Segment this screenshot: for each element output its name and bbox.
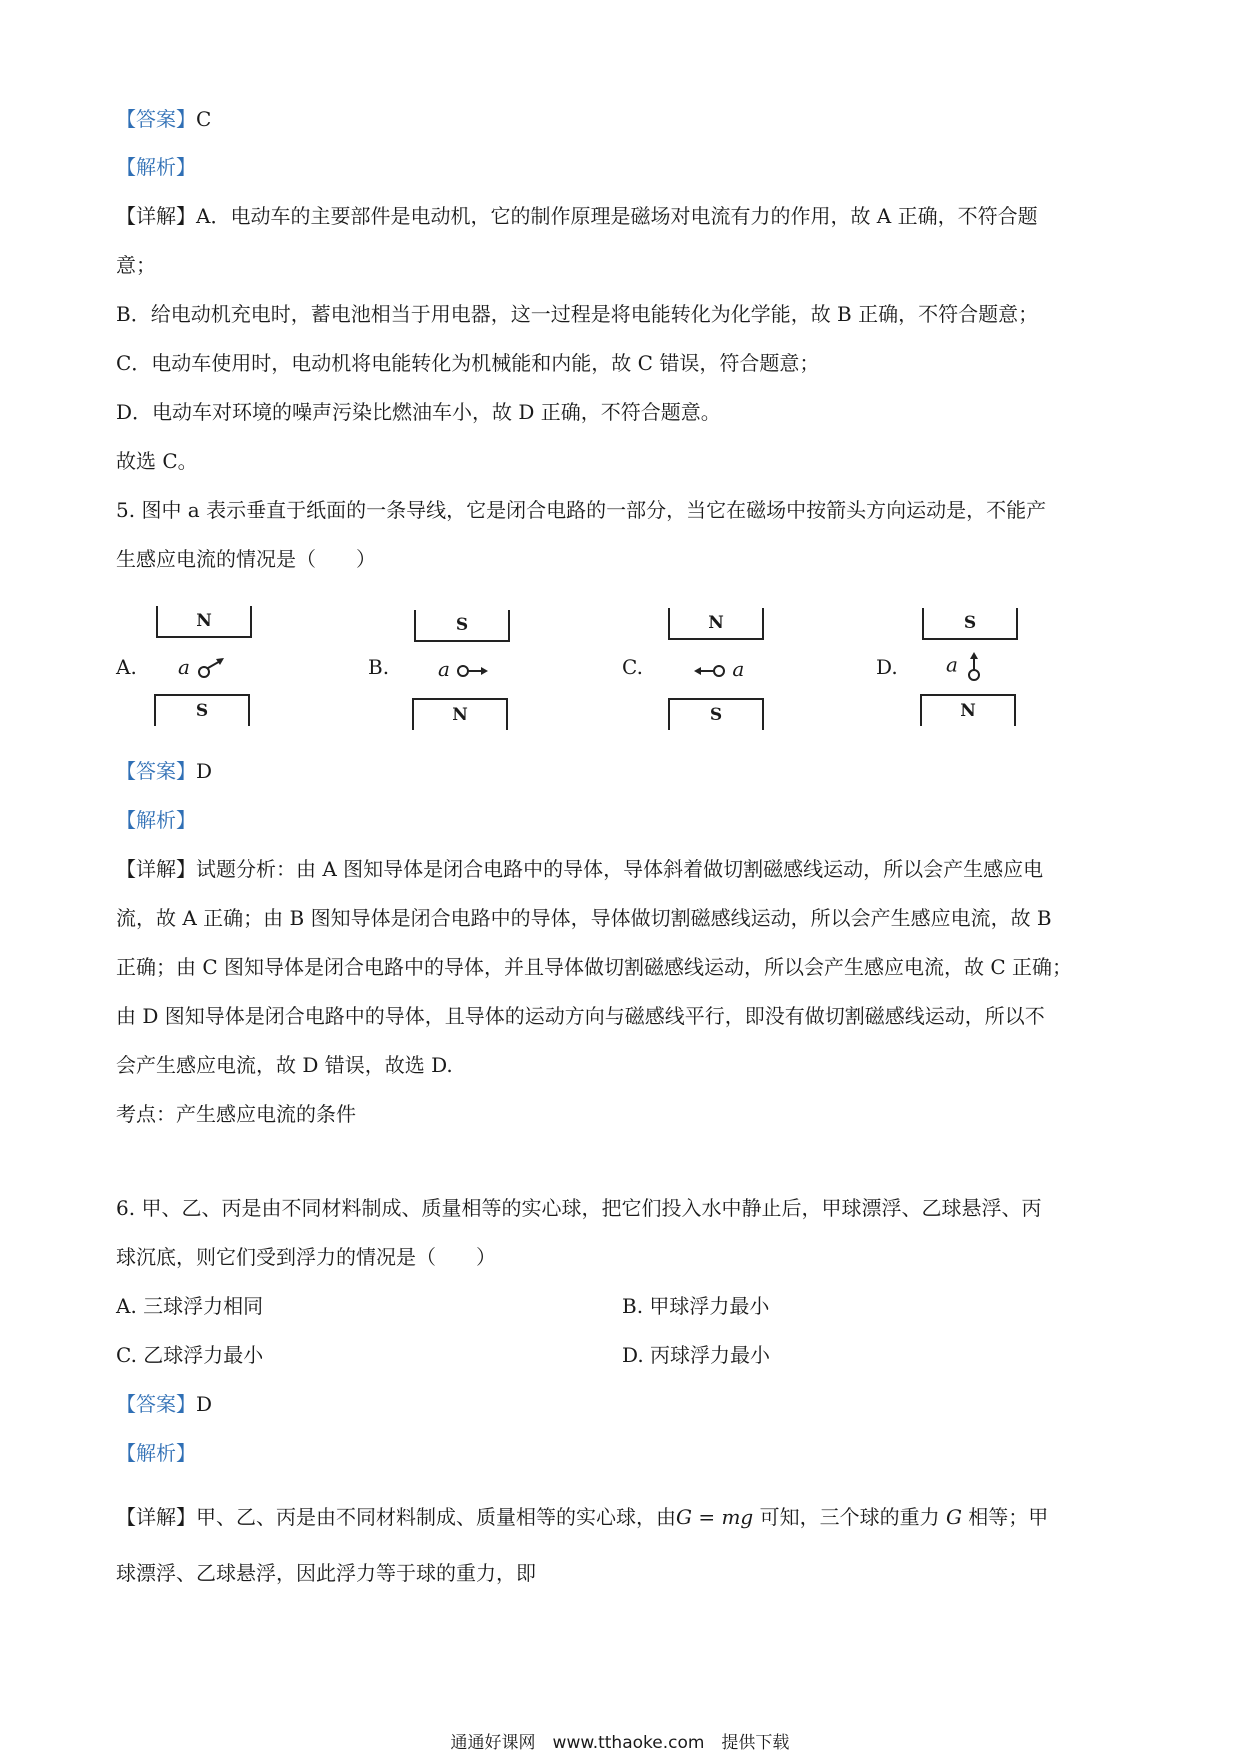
wire-a: a (946, 650, 984, 682)
q6-stem-line-2: 球沉底，则它们受到浮力的情况是（ ） (116, 1245, 496, 1269)
figure-label: A. (116, 655, 137, 679)
q5-kaodian: 考点：产生感应电流的条件 (116, 1102, 356, 1126)
q5-detail-line-2: 流，故 A 正确；由 B 图知导体是闭合电路中的导体，导体做切割磁感线运动，所以会产生感应电流，故 B (116, 906, 1052, 930)
detail-tag: 【详解】 (116, 1505, 196, 1529)
magnet-bottom: N (412, 698, 508, 730)
q4-line-c: C．电动车使用时，电动机将电能转化为机械能和内能，故 C 错误，符合题意； (116, 351, 820, 375)
magnet-bottom: S (668, 698, 764, 730)
q6-stem-line-1: 6. 甲、乙、丙是由不同材料制成、质量相等的实心球，把它们投入水中静止后，甲球漂浮、乙球悬浮、丙 (116, 1196, 1042, 1220)
diagonal-arrow-icon (196, 656, 230, 682)
q5-analysis-line (116, 805, 196, 835)
q5-detail-line-1: 【详解】试题分析：由 A 图知导体是闭合电路中的导体，导体斜着做切割磁感线运动，所以会产生感应电 (116, 857, 1044, 881)
q5-detail-line-4: 由 D 图知导体是闭合电路中的导体，且导体的运动方向与磁感线平行，即没有做切割磁感线运动，所以不 (116, 1004, 1045, 1028)
q4-analysis-line (116, 152, 196, 182)
q6-option-a: A. 三球浮力相同 (116, 1294, 264, 1318)
magnet-bottom: N (920, 694, 1016, 726)
q5-answer-line (116, 756, 212, 786)
q4-detail-line-2: 意； (116, 253, 156, 277)
q4-conclusion: 故选 C。 (116, 449, 198, 473)
magnet-top: S (922, 608, 1018, 640)
magnet-top: N (156, 606, 252, 638)
page-footer: 通通好课网 www.tthaoke.com 提供下载 (450, 1733, 790, 1753)
q6-answer-line (116, 1389, 212, 1419)
analysis-tag: 【解析】 (116, 1441, 196, 1465)
analysis-tag: 【解析】 (116, 155, 196, 179)
q6-detail-line-1: 【详解】甲、乙、丙是由不同材料制成、质量相等的实心球，由G = mg 可知，三个球的重力 G 相等；甲 (116, 1505, 1049, 1529)
figure-label: C. (622, 655, 643, 679)
q6-option-d: D. 丙球浮力最小 (622, 1343, 771, 1367)
answer-value: D (196, 759, 213, 783)
detail-tag: 【详解】 (116, 857, 196, 881)
analysis-tag: 【解析】 (116, 808, 196, 832)
left-arrow-icon (692, 661, 726, 681)
q6-option-c: C. 乙球浮力最小 (116, 1343, 264, 1367)
wire-a: a (178, 654, 230, 682)
q5-stem-line-1: 5. 图中 a 表示垂直于纸面的一条导线，它是闭合电路的一部分，当它在磁场中按箭头方向运动是，不能产 (116, 498, 1047, 522)
q6-detail-line-2: 球漂浮、乙球悬浮，因此浮力等于球的重力，即 (116, 1561, 536, 1585)
q4-answer-line (116, 104, 211, 134)
answer-tag: 【答案】 (116, 107, 196, 131)
magnet-top: S (414, 610, 510, 642)
wire-a: a (438, 656, 490, 682)
q6-option-b: B. 甲球浮力最小 (622, 1294, 770, 1318)
wire-a: a (692, 656, 744, 682)
magnet-bottom: S (154, 694, 250, 726)
q6-analysis-line (116, 1438, 196, 1468)
figure-label: B. (368, 655, 390, 679)
q5-detail-line-3: 正确；由 C 图知导体是闭合电路中的导体，并且导体做切割磁感线运动，所以会产生感应电流，故 C 正确； (116, 955, 1073, 979)
answer-tag: 【答案】 (116, 759, 196, 783)
answer-tag: 【答案】 (116, 1392, 196, 1416)
figure-label: D. (876, 655, 898, 679)
answer-value: D (196, 1392, 213, 1416)
answer-value: C (196, 107, 212, 131)
formula: G = mg (676, 1505, 754, 1529)
q4-line-d: D．电动车对环境的噪声污染比燃油车小，故 D 正确，不符合题意。 (116, 400, 721, 424)
q4-line-b: B．给电动机充电时，蓄电池相当于用电器，这一过程是将电能转化为化学能，故 B 正确，不符合题意； (116, 302, 1039, 326)
q5-detail-line-5: 会产生感应电流，故 D 错误，故选 D. (116, 1053, 453, 1077)
up-arrow-icon (964, 650, 984, 682)
q4-detail-line-1: 【详解】A．电动车的主要部件是电动机，它的制作原理是磁场对电流有力的作用，故 A 正确，不符合题 (116, 204, 1038, 228)
detail-tag: 【详解】 (116, 204, 196, 228)
right-arrow-icon (456, 661, 490, 681)
q5-stem-line-2: 生感应电流的情况是（ ） (116, 547, 376, 571)
magnet-top: N (668, 608, 764, 640)
variable-g: G (945, 1505, 962, 1529)
